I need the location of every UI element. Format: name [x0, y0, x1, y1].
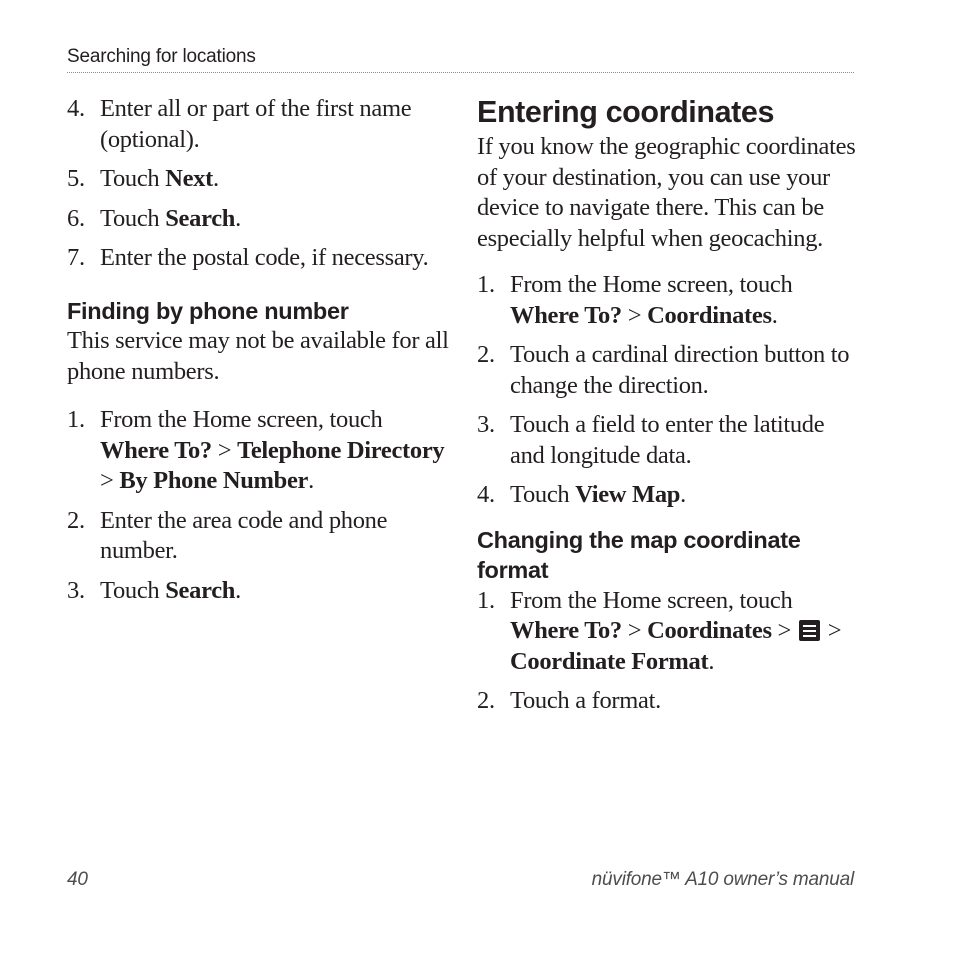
step-text: Touch a cardinal direction button to change the direction. [510, 341, 850, 399]
step-text: Enter all or part of the first name (optional). [100, 95, 412, 153]
list-item [67, 506, 449, 567]
left-column [67, 94, 449, 615]
list-item [67, 204, 449, 235]
step-text: Touch [100, 165, 166, 192]
step-text-end: . [235, 204, 241, 232]
step-bold-term: Search [165, 576, 236, 604]
step-bold-term: Where To? [510, 617, 622, 644]
step-text: From the Home screen, touch [510, 271, 793, 298]
section-heading-phone: Finding by phone number [67, 297, 349, 324]
step-number: 2. [477, 687, 495, 714]
step-text: Touch [100, 204, 166, 232]
step-number: 3. [67, 576, 85, 604]
step-separator: > [821, 617, 842, 644]
list-item [67, 405, 449, 497]
step-text-end: . [308, 467, 314, 494]
step-text-end: . [235, 576, 241, 604]
step-separator: > [771, 617, 797, 644]
step-number: 1. [477, 586, 495, 614]
step-text: Touch [510, 481, 576, 508]
section-intro-coordinates: If you know the geographic coordinates of your destination, you can use your device to navigate there. This can be especially helpful when geocaching. [477, 133, 856, 252]
step-bold-term: Telephone Directory [237, 436, 445, 464]
step-number: 7. [67, 244, 85, 271]
step-separator: > [621, 617, 648, 644]
steps-list-coordinates [477, 270, 859, 511]
section-heading-format: Changing the map coordinate format [477, 526, 801, 583]
steps-list-phone [67, 405, 449, 606]
step-number: 4. [477, 481, 495, 508]
step-text: From the Home screen, touch [510, 586, 793, 614]
step-number: 1. [67, 406, 85, 433]
manual-title: nüvifone™ A10 owner’s manual [591, 869, 854, 890]
step-bold-term: Where To? [510, 301, 622, 329]
step-text: Enter the area code and phone number. [100, 506, 388, 564]
list-item [477, 480, 859, 511]
header-divider [67, 72, 854, 73]
step-text: Touch a format. [510, 687, 661, 714]
step-number: 6. [67, 204, 85, 232]
list-item [67, 243, 449, 274]
list-item [477, 410, 859, 471]
list-item [67, 164, 449, 195]
list-item [67, 576, 449, 607]
list-item [477, 340, 859, 401]
running-header: Searching for locations [67, 46, 256, 67]
list-item [477, 586, 859, 678]
step-bold-term: Coordinate Format [510, 647, 709, 675]
step-text-end: . [213, 165, 219, 192]
step-number: 5. [67, 165, 85, 192]
steps-list-top [67, 94, 449, 274]
section-heading-coordinates: Entering coordinates [477, 95, 775, 129]
step-bold-term: View Map [575, 481, 681, 508]
right-column [477, 94, 859, 726]
step-text-end: . [680, 481, 686, 508]
step-text: Touch a field to enter the latitude and longitude data. [510, 411, 825, 469]
step-text: Touch [100, 576, 166, 604]
step-text: From the Home screen, touch [100, 406, 383, 433]
step-bold-term: Search [165, 204, 236, 232]
list-item [477, 270, 859, 331]
step-bold-term: Coordinates [647, 301, 772, 329]
step-number: 3. [477, 411, 495, 438]
step-separator: > [621, 301, 648, 329]
step-text-end: . [771, 301, 778, 329]
step-text-end: . [708, 647, 715, 675]
steps-list-format [477, 586, 859, 717]
step-separator: > [211, 436, 238, 464]
menu-icon [799, 620, 820, 641]
step-bold-term: Next [165, 165, 213, 192]
page-number: 40 [67, 869, 88, 890]
list-item [477, 686, 859, 717]
section-intro-phone: This service may not be available for all phone numbers. [67, 327, 449, 385]
step-separator: > [100, 467, 120, 494]
step-bold-term: Coordinates [647, 617, 772, 644]
step-number: 2. [477, 341, 495, 368]
step-number: 1. [477, 271, 495, 298]
step-number: 2. [67, 506, 85, 534]
step-number: 4. [67, 95, 85, 122]
step-bold-term: By Phone Number [119, 467, 309, 494]
step-bold-term: Where To? [100, 436, 212, 464]
step-text: Enter the postal code, if necessary. [100, 244, 429, 271]
list-item [67, 94, 449, 155]
